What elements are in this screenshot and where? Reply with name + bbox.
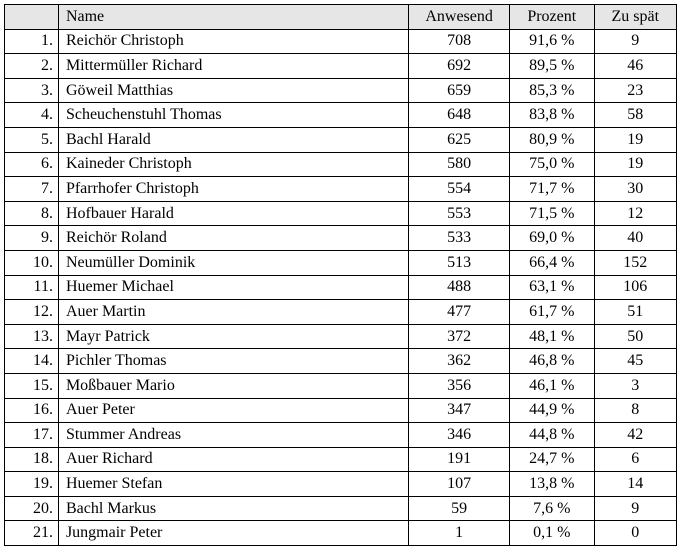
present-cell: 346 [409,423,510,448]
name-cell: Auer Peter [58,398,408,423]
rank-cell: 10. [5,250,59,275]
rank-cell: 9. [5,226,59,251]
present-cell: 648 [409,103,510,128]
rank-cell: 12. [5,300,59,325]
late-cell: 9 [594,496,677,521]
table-row [5,349,677,374]
late-cell: 9 [594,29,677,54]
header-rank [5,5,59,30]
name-cell: Auer Richard [58,447,408,472]
name-cell: Auer Martin [58,300,408,325]
name-cell: Reichör Christoph [58,29,408,54]
late-cell: 0 [594,521,677,546]
present-cell: 625 [409,127,510,152]
name-cell: Moßbauer Mario [58,373,408,398]
present-cell: 191 [409,447,510,472]
percent-cell: 85,3 % [510,78,595,103]
present-cell: 347 [409,398,510,423]
percent-cell: 48,1 % [510,324,595,349]
name-cell: Göweil Matthias [58,78,408,103]
present-cell: 533 [409,226,510,251]
late-cell: 58 [594,103,677,128]
header-present: Anwesend [409,5,510,30]
name-cell: Jungmair Peter [58,521,408,546]
header-row [5,5,677,30]
rank-cell: 20. [5,496,59,521]
late-cell: 40 [594,226,677,251]
percent-cell: 44,9 % [510,398,595,423]
late-cell: 30 [594,177,677,202]
percent-cell: 24,7 % [510,447,595,472]
header-late: Zu spät [594,5,677,30]
present-cell: 659 [409,78,510,103]
name-cell: Kaineder Christoph [58,152,408,177]
late-cell: 19 [594,127,677,152]
table-row [5,226,677,251]
present-cell: 1 [409,521,510,546]
name-cell: Pichler Thomas [58,349,408,374]
percent-cell: 91,6 % [510,29,595,54]
table-row [5,423,677,448]
present-cell: 362 [409,349,510,374]
table-row [5,496,677,521]
late-cell: 3 [594,373,677,398]
table-row [5,275,677,300]
header-percent: Prozent [510,5,595,30]
late-cell: 45 [594,349,677,374]
rank-cell: 3. [5,78,59,103]
late-cell: 19 [594,152,677,177]
rank-cell: 5. [5,127,59,152]
percent-cell: 13,8 % [510,472,595,497]
name-cell: Scheuchenstuhl Thomas [58,103,408,128]
rank-cell: 4. [5,103,59,128]
table-row [5,373,677,398]
table-row [5,250,677,275]
table-row [5,300,677,325]
name-cell: Huemer Michael [58,275,408,300]
percent-cell: 83,8 % [510,103,595,128]
rank-cell: 2. [5,54,59,79]
table-row [5,398,677,423]
name-cell: Hofbauer Harald [58,201,408,226]
present-cell: 708 [409,29,510,54]
table-row [5,54,677,79]
late-cell: 152 [594,250,677,275]
percent-cell: 44,8 % [510,423,595,448]
percent-cell: 66,4 % [510,250,595,275]
present-cell: 356 [409,373,510,398]
rank-cell: 8. [5,201,59,226]
present-cell: 692 [409,54,510,79]
table-header [5,5,677,30]
header-name: Name [58,5,408,30]
table-row [5,324,677,349]
percent-cell: 61,7 % [510,300,595,325]
late-cell: 51 [594,300,677,325]
late-cell: 106 [594,275,677,300]
percent-cell: 75,0 % [510,152,595,177]
table-row [5,201,677,226]
late-cell: 23 [594,78,677,103]
present-cell: 59 [409,496,510,521]
rank-cell: 21. [5,521,59,546]
percent-cell: 46,8 % [510,349,595,374]
late-cell: 46 [594,54,677,79]
percent-cell: 69,0 % [510,226,595,251]
percent-cell: 0,1 % [510,521,595,546]
rank-cell: 6. [5,152,59,177]
percent-cell: 7,6 % [510,496,595,521]
rank-cell: 17. [5,423,59,448]
name-cell: Mayr Patrick [58,324,408,349]
present-cell: 554 [409,177,510,202]
present-cell: 513 [409,250,510,275]
percent-cell: 89,5 % [510,54,595,79]
name-cell: Bachl Harald [58,127,408,152]
rank-cell: 13. [5,324,59,349]
present-cell: 477 [409,300,510,325]
present-cell: 553 [409,201,510,226]
table-body [5,29,677,545]
rank-cell: 11. [5,275,59,300]
attendance-table [4,4,677,546]
percent-cell: 80,9 % [510,127,595,152]
table-row [5,29,677,54]
name-cell: Stummer Andreas [58,423,408,448]
present-cell: 580 [409,152,510,177]
present-cell: 372 [409,324,510,349]
table-row [5,127,677,152]
present-cell: 107 [409,472,510,497]
table-row [5,152,677,177]
table-row [5,103,677,128]
rank-cell: 7. [5,177,59,202]
rank-cell: 15. [5,373,59,398]
late-cell: 8 [594,398,677,423]
percent-cell: 46,1 % [510,373,595,398]
percent-cell: 71,5 % [510,201,595,226]
late-cell: 12 [594,201,677,226]
rank-cell: 16. [5,398,59,423]
late-cell: 14 [594,472,677,497]
table-row [5,472,677,497]
name-cell: Pfarrhofer Christoph [58,177,408,202]
rank-cell: 14. [5,349,59,374]
name-cell: Neumüller Dominik [58,250,408,275]
late-cell: 42 [594,423,677,448]
late-cell: 50 [594,324,677,349]
table-row [5,447,677,472]
name-cell: Huemer Stefan [58,472,408,497]
table-row [5,521,677,546]
name-cell: Bachl Markus [58,496,408,521]
present-cell: 488 [409,275,510,300]
name-cell: Mittermüller Richard [58,54,408,79]
rank-cell: 18. [5,447,59,472]
table-row [5,177,677,202]
percent-cell: 71,7 % [510,177,595,202]
late-cell: 6 [594,447,677,472]
percent-cell: 63,1 % [510,275,595,300]
table-row [5,78,677,103]
rank-cell: 1. [5,29,59,54]
rank-cell: 19. [5,472,59,497]
name-cell: Reichör Roland [58,226,408,251]
